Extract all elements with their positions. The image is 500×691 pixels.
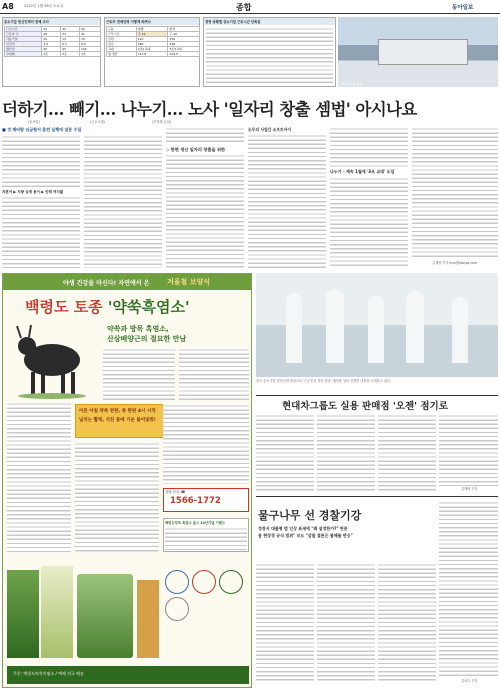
ad-copy-4 — [163, 404, 249, 484]
page-number: A8 — [2, 2, 14, 11]
column-3b — [166, 154, 244, 268]
goat-icon — [7, 320, 97, 400]
ad-title-b: '약쑥흑염소' — [107, 298, 190, 316]
story2-col-2 — [317, 414, 375, 492]
worker-figure — [326, 289, 344, 363]
infographic-right-text — [206, 27, 333, 85]
ad-badge-line2: 넘치는 활력, 지친 몸에 기운 불어넣줘! — [79, 418, 156, 423]
story3-col-4 — [439, 501, 498, 677]
article-body — [2, 127, 498, 270]
column-5b — [330, 177, 408, 268]
workers-photo — [256, 273, 498, 377]
sub-heading-3: 도무의 사업간 소프트아이 — [248, 127, 291, 132]
ad-event-title: 백령도약쑥 흑염소 출시 10년기념 이벤트 — [165, 521, 226, 525]
advertisement — [2, 273, 252, 688]
ad-phone-box — [163, 488, 249, 512]
factory-photo — [338, 17, 498, 87]
ad-copy-3 — [75, 442, 159, 552]
ad-copy-2 — [179, 348, 249, 400]
page-header — [0, 0, 500, 14]
ad-tagline-2: 산삼배양근의 절묘한 만남 — [107, 335, 187, 343]
story3-byline: 김성수 기자 — [461, 679, 478, 683]
story2-col-1 — [256, 414, 314, 492]
column-6 — [412, 127, 498, 259]
cert-icon-2 — [192, 570, 216, 594]
story2-byline: 김재영 기자 — [461, 487, 478, 491]
story2-col-3 — [378, 414, 436, 492]
ad-footer — [7, 666, 249, 684]
worker-figure — [368, 295, 384, 363]
headline-sub-c: (연결제 유일) — [152, 120, 171, 124]
infographic-left-title: 중소기업 현신인력의 전체 조사 — [3, 18, 100, 25]
story2-headline-wrap — [256, 395, 498, 412]
ad-top-banner — [3, 274, 251, 290]
factory-building — [378, 39, 468, 65]
ad-copy-1 — [103, 348, 175, 400]
infographic-middle-title: 근로자 전체인력 어떻게 바뀌나 — [105, 18, 199, 25]
goat-illustration — [7, 320, 97, 400]
right-photo-caption: 한국 중소기업 현신인력 대상으로 '근무조건 개선 결과' 행사를 열어 실현한 내용을 소개하고 있다 — [256, 379, 390, 383]
story3-headline: 물구나무 선 경찰기강 — [258, 509, 362, 522]
ad-side-copy — [7, 402, 71, 552]
column-3a — [166, 127, 244, 145]
column-5a — [330, 127, 408, 167]
ad-badge-line1: 이른 아침 약쑥 찬판, 쑥 한판 4시 시작 — [79, 409, 156, 414]
column-1b — [2, 196, 80, 268]
column-1a — [2, 135, 80, 189]
main-headline — [2, 96, 498, 118]
worker-figure — [406, 291, 424, 363]
worker-figure — [286, 293, 302, 363]
infographic-left-table: 근로시간 40 45 52 근로자 수 28 33 41 가동기일 10 12 15 인건비 4.5 5.2 6.0 생산성 90 95 100 교대제 2조 3조 3조 — [4, 26, 101, 57]
infographic-middle — [104, 17, 200, 87]
story2-body — [256, 414, 498, 492]
ad-event-box — [163, 518, 249, 552]
ad-title — [25, 296, 190, 317]
story2-headline: 현대차그룹도 실용 판매점 '오젠' 점기로 — [282, 401, 448, 412]
headline-text: 더하기… 빼기… 나누기… 노사 '일자리 창출 셈법' 아시나요 — [2, 100, 417, 119]
ad-phone-number: 1566-1772 — [170, 496, 221, 506]
photo-caption: 주목할 공장 전경 — [340, 82, 363, 86]
cert-icon-1 — [165, 570, 189, 594]
ad-title-a: 백령도 토종 — [25, 298, 103, 316]
story3-deck-2: 몸 현장경 공식 범위" 보도 "감찰 결론은 불해를 반응" — [258, 533, 353, 538]
story3 — [256, 496, 498, 688]
story3-col-1 — [256, 563, 314, 683]
story3-col-3 — [378, 563, 436, 683]
product-box-2 — [41, 566, 73, 658]
sub-heading-1: 자본이 ▶ 지방 승계 용이 ▶ 인력 여지를 — [2, 190, 64, 194]
ad-top-highlight: 겨울철 보양식 — [167, 278, 211, 286]
column-4 — [248, 134, 326, 268]
story3-col-2 — [317, 563, 375, 683]
ad-badge — [75, 404, 177, 438]
sub-heading-4: 나누기 - 계속 1월에 '3조 교대' 도입 — [330, 169, 395, 174]
ad-bottom-note: 주문: 백령도약쑥흑염소 / 택배 전국 배송 — [13, 671, 84, 676]
ad-tagline-1: 약쑥과 방목 흑염소, — [107, 325, 169, 333]
ad-product-row — [7, 560, 249, 660]
sub-heading-2: ◇ 한편 생산 일자리 창출을 위한 — [166, 147, 226, 152]
infographic-right — [203, 17, 336, 87]
product-box-3 — [77, 574, 133, 658]
story3-head-block — [256, 499, 436, 561]
ad-side-text — [7, 402, 71, 552]
issue-date: 2012년 1월 28일 토요일 — [24, 4, 64, 8]
cert-icon-4 — [165, 597, 189, 621]
infographic-left — [2, 17, 101, 87]
story3-deck-1: 정장서 대불형 범 인상 표세에 "왜 설정한가?" 반론 — [258, 526, 348, 531]
product-pouch — [137, 580, 159, 658]
ad-top-line: 야생 건강을 마신다! 자연에서 온 — [63, 280, 150, 287]
newspaper-logo: 동아일보 — [452, 5, 474, 11]
story2-col-4 — [439, 414, 498, 486]
worker-figure — [452, 297, 468, 363]
infographic-right-title: 경영 상황별 중소기업 근로시간 단축분 — [204, 18, 335, 25]
column-2 — [84, 135, 162, 268]
article-lead: ■ 정 해바람 임금협서 훈련 실행에 설문 수집 — [2, 127, 82, 132]
ad-phone-label: 상담 문의 ☎ — [165, 490, 186, 494]
cert-icon-3 — [219, 570, 243, 594]
article-byline: 김재영 기자 jkim@donga.com — [432, 261, 478, 265]
section-name: 종합 — [236, 3, 252, 12]
headline-sub-b: (근무시행) — [90, 120, 105, 124]
product-box-1 — [7, 570, 39, 658]
ad-certs — [165, 570, 249, 630]
headline-sub-a: (동보업) — [28, 120, 40, 124]
infographic-middle-table: 구분 현행 변경 근무시간 주 52 주 40 인원 120 158 임금 260 248 교대 2조2교대 3조3교대 월 생산 111.8 124.5 — [106, 26, 200, 57]
ad-event-copy — [165, 527, 247, 551]
